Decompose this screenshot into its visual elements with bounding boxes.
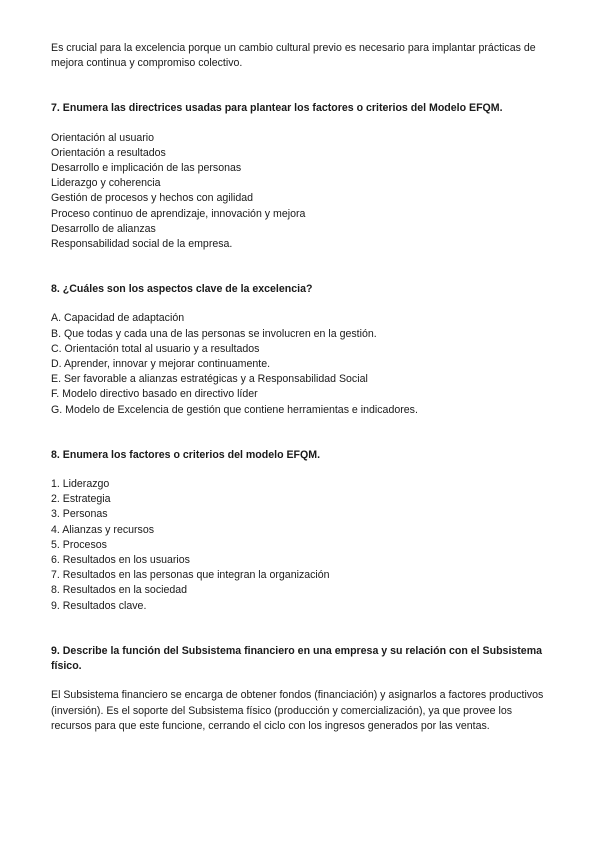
list-item: Gestión de procesos y hechos con agilidad [51,192,253,205]
list-item: Proceso continuo de aprendizaje, innovación y mejora [51,207,306,220]
question-9-heading: 9. Describe la función del Subsistema financiero en una empresa y su relación con el Subsistema físico. [51,644,543,673]
list-item: Desarrollo de alianzas [51,222,156,235]
list-item: Orientación a resultados [51,146,166,159]
list-item: E. Ser favorable a alianzas estratégicas y a Responsabilidad Social [51,373,368,386]
list-item: 4. Alianzas y recursos [51,523,155,536]
question-7-list [51,131,551,253]
list-item: Desarrollo e implicación de las personas [51,162,242,175]
list-item: Responsabilidad social de la empresa. [51,238,233,251]
question-8b-list [51,477,551,614]
list-item: G. Modelo de Excelencia de gestión que contiene herramientas e indicadores. [51,403,418,416]
question-8a-list [51,311,551,417]
list-item: Orientación al usuario [51,131,155,144]
question-7-heading: 7. Enumera las directrices usadas para plantear los factores o criterios del Modelo EFQM. [51,102,503,115]
list-item: Liderazgo y coherencia [51,177,161,190]
question-8a-heading: 8. ¿Cuáles son los aspectos clave de la excelencia? [51,283,313,296]
list-item: F. Modelo directivo basado en directivo líder [51,388,258,401]
list-item: 1. Liderazgo [51,478,110,491]
question-9-answer: El Subsistema financiero se encarga de obtener fondos (financiación) y asignarlos a factores productivos (inversión). Es el soporte del Subsistema físico (producción y comercialización), ya que provee los recursos para que este funcione, cerrando el ciclo con los ingresos generados por las ventas. [51,689,544,732]
list-item: 5. Procesos [51,538,107,551]
list-item: 2. Estrategia [51,493,111,506]
question-8b-heading: 8. Enumera los factores o criterios del modelo EFQM. [51,448,321,461]
list-item: 6. Resultados en los usuarios [51,554,190,567]
list-item: C. Orientación total al usuario y a resultados [51,342,260,355]
list-item: 8. Resultados en la sociedad [51,584,188,597]
list-item: B. Que todas y cada una de las personas se involucren en la gestión. [51,327,377,340]
list-item: 3. Personas [51,508,108,521]
list-item: 9. Resultados clave. [51,599,147,612]
intro-paragraph: Es crucial para la excelencia porque un cambio cultural previo es necesario para implantar prácticas de mejora continua y compromiso colectivo. [51,42,536,70]
list-item: 7. Resultados en las personas que integran la organización [51,569,330,582]
list-item: A. Capacidad de adaptación [51,312,185,325]
list-item: D. Aprender, innovar y mejorar continuamente. [51,358,271,371]
document-page [51,41,551,734]
